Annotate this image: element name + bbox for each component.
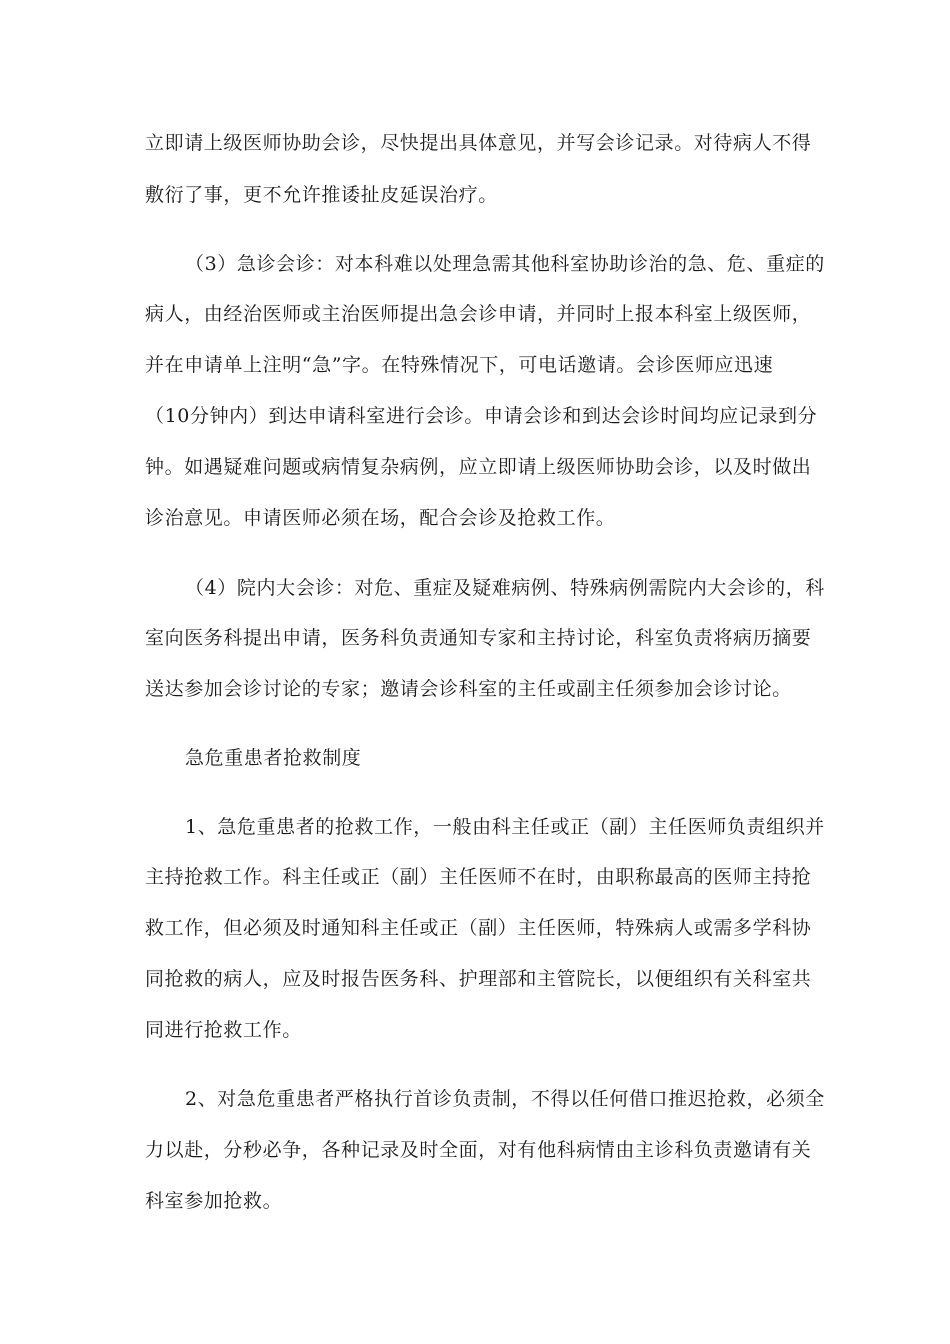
paragraph-2-line-1: （3）急诊会诊：对本科难以处理急需其他科室协助诊治的急、危、重症的 [185,253,825,275]
paragraph-4-line-4: 同抢救的病人，应及时报告医务科、护理部和主管院长，以便组织有关科室共 [145,968,812,990]
paragraph-1-line-1: 立即请上级医师协助会诊，尽快提出具体意见，并写会诊记录。对待病人不得 [145,132,812,154]
paragraph-3-line-1: （4）院内大会诊：对危、重症及疑难病例、特殊病例需院内大会诊的，科 [185,577,825,599]
paragraph-2-line-2: 病人，由经治医师或主治医师提出急会诊申请，并同时上报本科室上级医师， [145,303,812,325]
paragraph-2-line-5: 钟。如遇疑难问题或病情复杂病例，应立即请上级医师协助会诊，以及时做出 [145,456,812,478]
paragraph-3-line-2: 室向医务科提出申请，医务科负责通知专家和主持讨论，科室负责将病历摘要 [145,627,812,649]
paragraph-4-line-1: 1、急危重患者的抢救工作，一般由科主任或正（副）主任医师负责组织并 [185,816,825,838]
paragraph-2-line-6: 诊治意见。申请医师必须在场，配合会诊及抢救工作。 [145,507,616,529]
paragraph-5-line-3: 科室参加抢救。 [145,1190,283,1212]
paragraph-3-line-3: 送达参加会诊讨论的专家；邀请会诊科室的主任或副主任须参加会诊讨论。 [145,678,792,700]
paragraph-4-line-3: 救工作，但必须及时通知科主任或正（副）主任医师，特殊病人或需多学科协 [145,917,812,939]
paragraph-4-line-5: 同进行抢救工作。 [145,1019,302,1041]
paragraph-2-line-4: （10分钟内）到达申请科室进行会诊。申请会诊和到达会诊时间均应记录到分 [145,405,818,427]
paragraph-1-line-2: 敷衍了事，更不允许推诿扯皮延误治疗。 [145,184,498,206]
paragraph-2-line-3: 并在申请单上注明“急”字。在特殊情况下，可电话邀请。会诊医师应迅速 [145,354,774,376]
paragraph-5-line-2: 力以赴，分秒必争，各种记录及时全面，对有他科病情由主诊科负责邀请有关 [145,1139,812,1161]
paragraph-4-line-2: 主持抢救工作。科主任或正（副）主任医师不在时，由职称最高的医师主持抢 [145,866,812,888]
section-heading: 急危重患者抢救制度 [185,747,362,769]
paragraph-5-line-1: 2、对急危重患者严格执行首诊负责制，不得以任何借口推迟抢救，必须全 [185,1088,825,1110]
